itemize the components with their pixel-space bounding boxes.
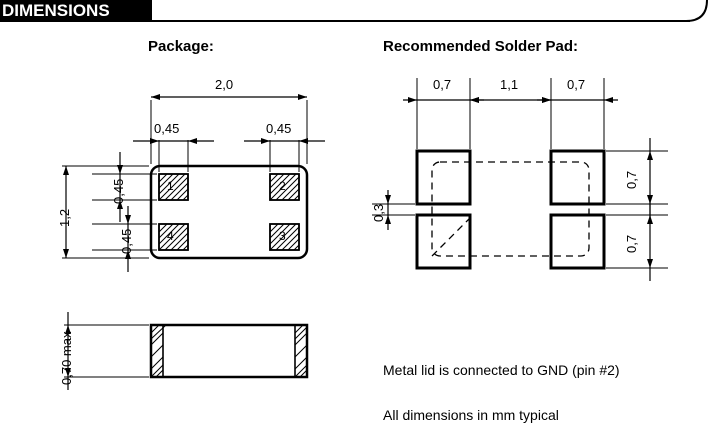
solder-section-title: Recommended Solder Pad: (383, 38, 579, 55)
pin-label-4: 4 (167, 229, 174, 243)
package-pad-top-height-label: 0,45 (111, 178, 126, 204)
pin-label-2: 2 (279, 179, 286, 193)
pin-label-1: 1 (167, 179, 174, 193)
note-dimensions: All dimensions in mm typical (383, 407, 559, 423)
pin-label-3: 3 (279, 229, 286, 243)
solder-pad-right-width-label: 0,7 (567, 77, 586, 92)
solder-gap-width-label: 1,1 (500, 77, 519, 92)
package-pad-bottom-height-label: 0,45 (119, 228, 134, 254)
package-width-label: 2,0 (215, 77, 234, 92)
package-pad-right-width-label: 0,45 (266, 121, 292, 136)
package-section-title: Package: (148, 38, 214, 55)
page-title: DIMENSIONS (2, 1, 110, 20)
package-height-label: 1,2 (57, 208, 72, 227)
solder-pad-left-width-label: 0,7 (433, 77, 452, 92)
solder-gap-vertical-label: 0,3 (371, 203, 386, 222)
solder-pad-bottom-height-label: 0,7 (624, 234, 639, 253)
package-pad-left-width-label: 0,45 (154, 121, 180, 136)
note-metal-lid: Metal lid is connected to GND (pin #2) (383, 362, 620, 378)
package-side-height-label: 0,70 max (59, 331, 74, 385)
solder-pad-top-height-label: 0,7 (624, 170, 639, 189)
